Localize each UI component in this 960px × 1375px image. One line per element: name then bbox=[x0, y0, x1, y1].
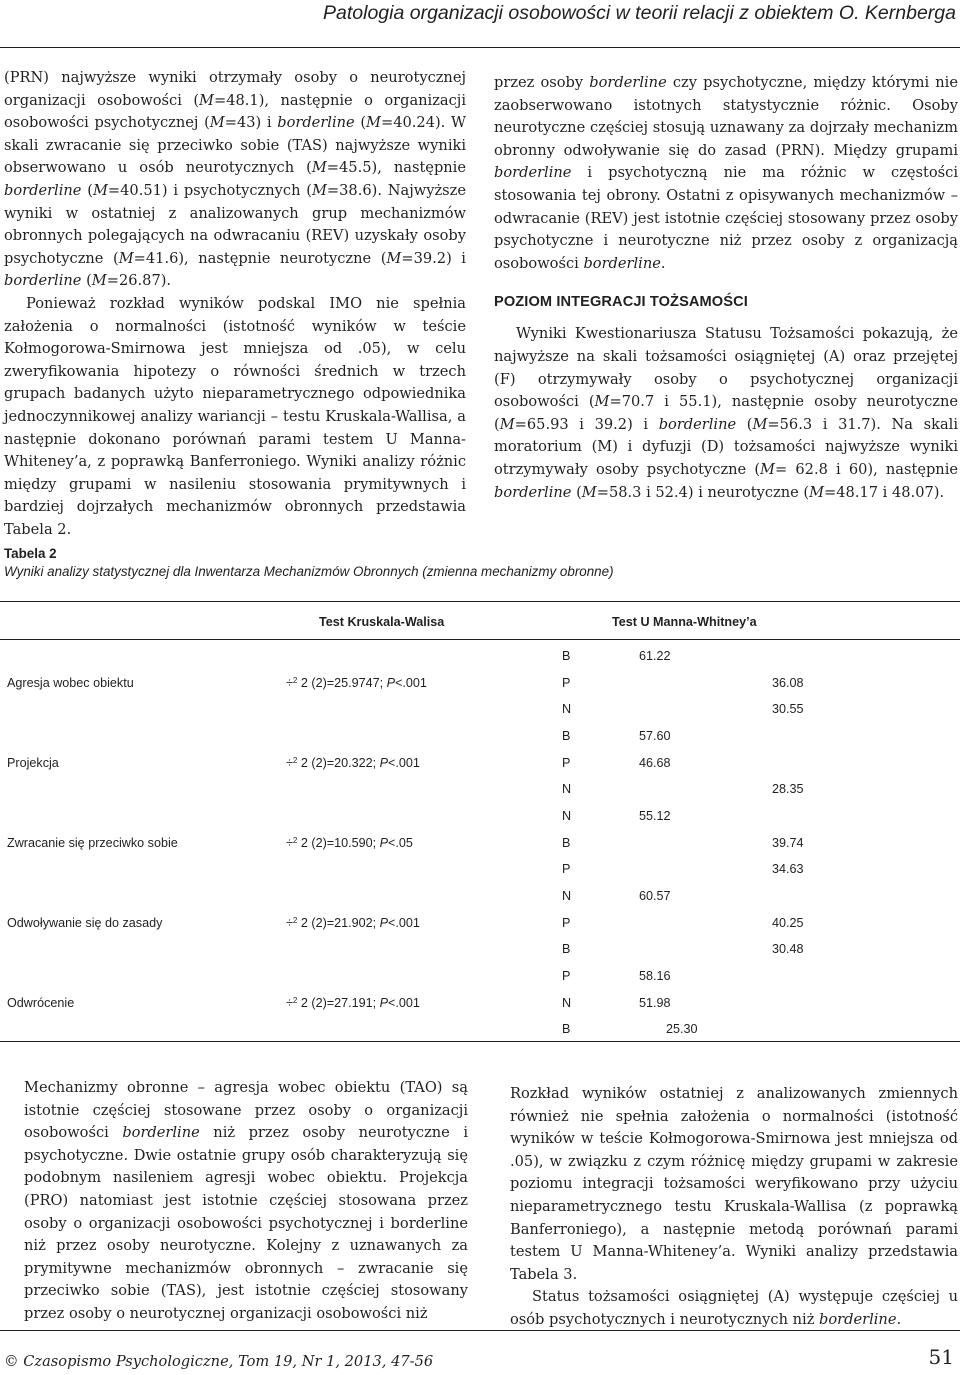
column-header-mann-whitney: Test U Manna-Whitney’a bbox=[612, 615, 757, 629]
running-title: Patologia organizacji osobowości w teorii relacji z obiektem O. Kernberga bbox=[323, 2, 956, 24]
text-run: M bbox=[760, 460, 775, 478]
text-run: M bbox=[311, 159, 327, 177]
mean-rank-value: 39.74 bbox=[772, 835, 804, 850]
text-run: Ponieważ rozkład wyników podskal IMO nie spełnia założenia o normalności (istotność wyników w teście Kołmogorowa-Smirnowa jest mniejsza od .05), w celu zweryfikowania hipotezy o równości średnich w trzech grupach badanych użyto nieparametrycznego odpowiednika jednoczynnikowej analizy wariancji – testu Kruskala-Wallisa, a następnie dokonano porównań parami testem U Manna-Whiteney’a, z poprawką Banferroniego. Wyniki analizy różnic między grupami w nasileniu stosowania prymitywnych i bardziej dojrzałych mechanizmów obronnych przedstawia Tabela 2. bbox=[4, 294, 466, 538]
p-letter: P bbox=[386, 675, 396, 690]
text-run: =41.6), następnie neurotyczne ( bbox=[133, 249, 387, 267]
chi-exponent: 2 bbox=[292, 755, 298, 765]
mean-rank-value: 28.35 bbox=[772, 782, 804, 796]
table-title: Wyniki analizy statystycznej dla Inwentarza Mechanizmów Obronnych (zmienna mechanizmy obronne) bbox=[4, 564, 614, 579]
group-letter: P bbox=[562, 915, 571, 930]
table-label: Tabela 2 bbox=[4, 546, 57, 561]
text-run: M bbox=[366, 114, 381, 132]
chi-exponent: 2 bbox=[292, 915, 298, 925]
chi-exponent: 2 bbox=[292, 675, 298, 685]
group-letter: N bbox=[562, 702, 572, 716]
text-run: . bbox=[660, 254, 666, 272]
chi-symbol: ÷ bbox=[286, 835, 293, 850]
mean-rank-value: 51.98 bbox=[639, 995, 671, 1010]
table-rule-bottom bbox=[0, 1041, 960, 1042]
chi-symbol: ÷ bbox=[286, 995, 293, 1010]
mechanism-name: Projekcja bbox=[7, 755, 59, 770]
text-run: M bbox=[499, 415, 515, 433]
text-column-bottom-right bbox=[510, 1083, 958, 1332]
text-run: ( bbox=[571, 483, 582, 501]
text-run: M bbox=[752, 415, 768, 433]
group-letter: B bbox=[562, 942, 571, 956]
p-value: <.001 bbox=[388, 915, 420, 930]
mechanism-name: Odwrócenie bbox=[7, 995, 75, 1010]
text-run: =65.93 i 39.2) i bbox=[514, 415, 659, 433]
paragraph bbox=[510, 1286, 958, 1331]
text-run: M bbox=[209, 114, 225, 132]
paragraph bbox=[4, 293, 466, 542]
text-run: ( bbox=[81, 272, 92, 290]
mean-rank-value: 34.63 bbox=[772, 862, 804, 876]
running-header bbox=[0, 0, 960, 48]
text-run: borderline bbox=[658, 415, 737, 433]
text-run: =48.17 i 48.07). bbox=[824, 483, 945, 501]
text-run: M bbox=[311, 181, 327, 199]
text-run: Mechanizmy obronne – agresja wobec obiektu (TAO) są istotnie częściej stosowane przez osoby o organizacji osobowości bbox=[24, 1079, 468, 1142]
mean-rank-value: 55.12 bbox=[639, 809, 671, 823]
mean-rank-value: 40.25 bbox=[772, 915, 804, 930]
text-run: M bbox=[91, 272, 107, 290]
text-run: i psychotyczną nie ma różnic w częstości stosowania tej obrony. Ostatni z opisywanych mechanizmów – odwracanie (REV) jest istotnie częściej stosowany przez osoby psychotyczne i neurotyczne niż przez osoby z organizacją osobowości bbox=[494, 164, 958, 272]
group-letter: N bbox=[562, 782, 572, 796]
text-run: = 62.8 i 60), następnie bbox=[775, 460, 959, 478]
text-run: =39.2) i bbox=[401, 249, 466, 267]
statistic-text: 2 (2)=25.9747; bbox=[297, 675, 387, 690]
statistic-text: 2 (2)=27.191; bbox=[297, 995, 380, 1010]
group-letter: B bbox=[562, 835, 571, 850]
text-run: =40.51) i psychotycznych ( bbox=[107, 181, 312, 199]
mean-rank-value: 57.60 bbox=[639, 729, 671, 743]
text-run: borderline bbox=[277, 114, 355, 132]
text-run: =43) i bbox=[224, 114, 278, 132]
mean-rank-value: 61.22 bbox=[639, 649, 671, 663]
journal-citation bbox=[4, 1353, 433, 1370]
group-letter: P bbox=[562, 755, 571, 770]
p-value: <.001 bbox=[388, 755, 420, 770]
kruskal-wallis-result bbox=[286, 836, 413, 850]
text-run: =56.3 i 31.7). Na skali moratorium (M) i dyfuzji (D) tożsamości najwyższe wyniki otrzymywały osoby psychotyczne ( bbox=[494, 415, 958, 478]
chi-symbol: ÷ bbox=[286, 755, 293, 770]
mechanism-name: Zwracanie się przeciwko sobie bbox=[7, 835, 178, 850]
mean-rank-value: 30.55 bbox=[772, 702, 804, 716]
text-column-top-left bbox=[4, 67, 466, 541]
text-run: M bbox=[199, 91, 214, 109]
group-letter: N bbox=[562, 889, 572, 903]
p-letter: P bbox=[379, 915, 389, 930]
column-header-kruskal-wallis: Test Kruskala-Walisa bbox=[319, 615, 445, 629]
chi-symbol: ÷ bbox=[286, 675, 293, 690]
text-run: borderline bbox=[494, 164, 572, 182]
text-run: M bbox=[594, 393, 610, 411]
paragraph bbox=[494, 323, 958, 504]
kruskal-wallis-result bbox=[286, 676, 427, 690]
kruskal-wallis-result bbox=[286, 996, 420, 1010]
text-run: borderline bbox=[589, 74, 667, 91]
text-run: =48.1), następnie o organizacji osobowości psychotycznej ( bbox=[4, 91, 466, 132]
text-run: M bbox=[118, 249, 134, 267]
text-run: . bbox=[896, 1310, 902, 1328]
text-run: borderline bbox=[494, 483, 572, 501]
table-rule-top bbox=[0, 601, 960, 602]
paragraph bbox=[510, 1083, 958, 1286]
mean-rank-value: 46.68 bbox=[639, 755, 671, 770]
mechanism-name: Odwoływanie się do zasady bbox=[7, 915, 163, 930]
journal-source: Czasopismo Psychologiczne, Tom 19, Nr 1, 2013, 47-56 bbox=[23, 1353, 434, 1370]
text-run: czy psychotyczne, między którymi nie zaobserwowano istotnych statystycznie różnic. Osoby neurotyczne częściej stosują uznawany za dojrzały mechanizm obronny odwoływanie się do zasad (PRN). Między grupami bbox=[494, 74, 958, 159]
text-run: borderline bbox=[583, 254, 661, 272]
group-letter: N bbox=[562, 809, 572, 823]
text-run: Status tożsamości osiągniętej (A) występuje częściej u osób psychotycznych i neurotycznych niż bbox=[510, 1288, 958, 1328]
copyright-symbol: © bbox=[4, 1353, 19, 1370]
group-letter: P bbox=[562, 675, 571, 690]
text-run: M bbox=[92, 181, 108, 199]
paragraph bbox=[494, 72, 958, 275]
statistic-text: 2 (2)=10.590; bbox=[297, 835, 380, 850]
text-run: =58.3 i 52.4) i neurotyczne ( bbox=[596, 483, 810, 501]
text-run: borderline bbox=[819, 1310, 897, 1328]
p-letter: P bbox=[379, 835, 389, 850]
table-rule-header bbox=[0, 639, 960, 640]
mean-rank-value: 25.30 bbox=[666, 1022, 698, 1036]
statistic-text: 2 (2)=21.902; bbox=[297, 915, 380, 930]
paragraph bbox=[24, 1077, 468, 1326]
text-run: Wyniki Kwestionariusza Statusu Tożsamości pokazują, że najwyższe na skali tożsamości osiągniętej (A) oraz przejętej (F) otrzymywały osoby o psychotycznej organizacji osobowości ( bbox=[494, 325, 958, 411]
text-run: M bbox=[809, 483, 825, 501]
kruskal-wallis-result bbox=[286, 916, 420, 930]
text-run: =38.6). Najwyższe wyniki w ostatniej z analizowanych grup mechanizmów obronnych polegających na odwracaniu (REV) uzyskały osoby psychotyczne ( bbox=[4, 181, 466, 267]
table-caption bbox=[4, 545, 954, 581]
text-run: borderline bbox=[4, 272, 82, 290]
text-run: Rozkład wyników ostatniej z analizowanych zmiennych również nie spełnia założenia o normalności (istotność wyników w teście Kołmogorowa-Smirnowa jest mniejsza od .05), w związku z czym różnicę między grupami w zakresie poziomu integracji tożsamości weryfikowano przy użyciu nieparametrycznego testu Kruskala-Wallisa (z poprawką Banferroniego), a następnie metodą porównań parami testem U Manna-Whiteney’a. Wyniki analizy przedstawia Tabela 3. bbox=[510, 1085, 958, 1283]
text-run: M bbox=[581, 483, 597, 501]
kruskal-wallis-result bbox=[286, 756, 420, 770]
page-footer bbox=[0, 1330, 960, 1375]
mean-rank-value: 58.16 bbox=[639, 969, 671, 983]
page-number: 51 bbox=[928, 1345, 954, 1369]
text-run: borderline bbox=[122, 1124, 200, 1142]
text-run: ( bbox=[81, 181, 93, 199]
group-letter: B bbox=[562, 1022, 571, 1036]
mechanism-name: Agresja wobec obiektu bbox=[7, 675, 134, 690]
paragraph bbox=[4, 67, 466, 293]
text-column-top-right bbox=[494, 72, 958, 504]
text-run: niż przez osoby neurotyczne i psychotyczne. Dwie ostatnie grupy osób charakteryzują się podobnym nasileniem agresji wobec obiektu. Projekcja (PRO) natomiast jest istotnie częściej stosowana przez osoby o organizacji osobowości psychotycznej i borderline niż przez osoby neurotyczne. Kolejny z uznawanych za prymitywne mechanizmów obronnych – zwracanie się przeciwko sobie (TAS), jest istotnie częściej stosowany przez osoby o neurotycznej organizacji osobowości niż bbox=[24, 1124, 468, 1322]
text-run: =26.87). bbox=[106, 272, 172, 290]
group-letter: P bbox=[562, 862, 571, 876]
text-run: ( bbox=[736, 415, 753, 433]
p-letter: P bbox=[379, 755, 389, 770]
section-heading: POZIOM INTEGRACJI TOŻSAMOŚCI bbox=[494, 294, 748, 311]
text-run: borderline bbox=[4, 181, 82, 199]
text-run: M bbox=[386, 249, 402, 267]
chi-exponent: 2 bbox=[292, 995, 298, 1005]
mean-rank-value: 30.48 bbox=[772, 942, 804, 956]
text-run: =45.5), następnie bbox=[326, 159, 466, 177]
p-value: <.05 bbox=[388, 835, 413, 850]
text-run: (PRN) najwyższe wyniki otrzymały osoby o neurotycznej organizacji osobowości ( bbox=[4, 69, 466, 109]
group-letter: B bbox=[562, 729, 571, 743]
chi-symbol: ÷ bbox=[286, 915, 293, 930]
text-run: =70.7 i 55.1), następnie osoby neurotyczne ( bbox=[494, 393, 958, 433]
p-value: <.001 bbox=[395, 675, 427, 690]
text-run: przez osoby bbox=[494, 74, 590, 91]
mean-rank-value: 36.08 bbox=[772, 675, 804, 690]
group-letter: N bbox=[562, 995, 572, 1010]
p-letter: P bbox=[379, 995, 389, 1010]
group-letter: B bbox=[562, 649, 571, 663]
text-run: ( bbox=[354, 114, 367, 132]
group-letter: P bbox=[562, 969, 571, 983]
text-run: =40.24). W skali zwracanie się przeciwko sobie (TAS) najwyższe wyniki obserwowano u osób neurotycznych ( bbox=[4, 114, 466, 177]
chi-exponent: 2 bbox=[292, 835, 298, 845]
mean-rank-value: 60.57 bbox=[639, 889, 671, 903]
statistic-text: 2 (2)=20.322; bbox=[297, 755, 380, 770]
text-column-bottom-left bbox=[24, 1077, 468, 1326]
p-value: <.001 bbox=[388, 995, 420, 1010]
